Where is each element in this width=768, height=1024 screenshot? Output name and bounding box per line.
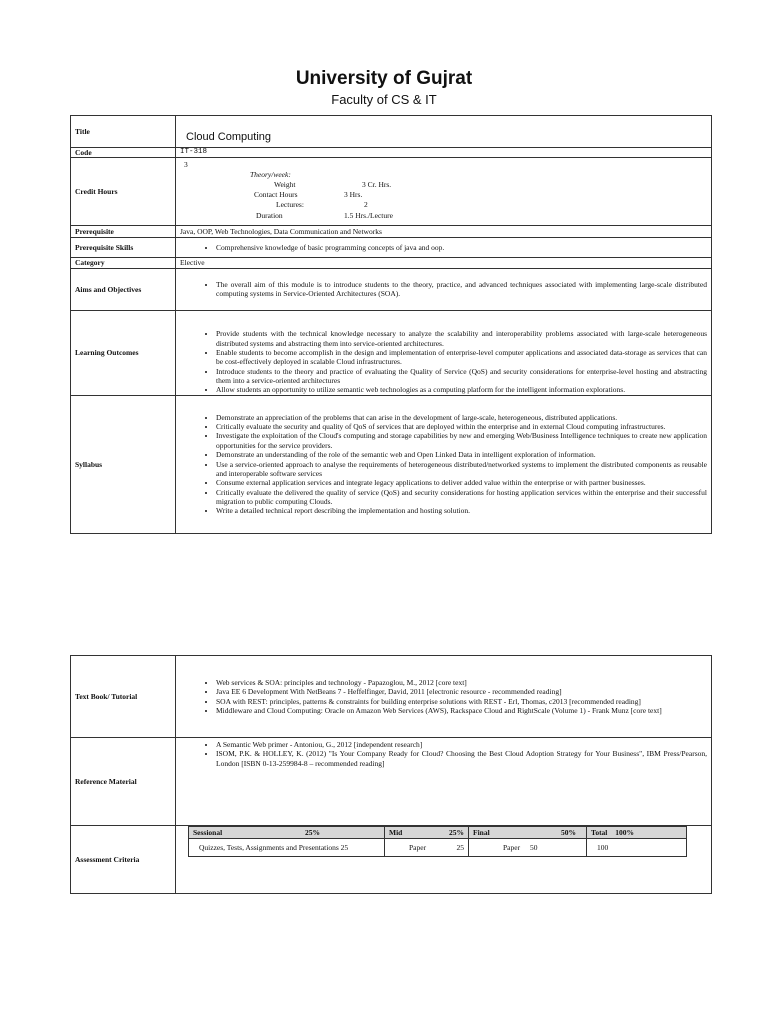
list-item: • Provide students with the technical knowledge necessary to analyze the scalability and interoperability problems associated with large-scale heterogeneous distributed systems and abstracting them into service-oriented architectures.: [216, 329, 707, 348]
course-info-table: [70, 115, 712, 534]
sessional-label: Sessional: [193, 828, 223, 837]
list-item: • Use a service-oriented approach to analyse the requirements of heterogeneous distributed/networked systems to implement the distributed components as reusable and interoperable software services: [216, 460, 707, 479]
reference-row: [71, 738, 712, 826]
list-item: • Middleware and Cloud Computing: Oracle on Amazon Web Services (AWS), Rackspace Cloud and RightScale (Volume 1) - Frank Munz [core text]: [216, 706, 707, 715]
lectures-label: Lectures:: [276, 199, 304, 209]
title-label: Title: [71, 116, 176, 148]
mid-marks: 25: [456, 843, 464, 853]
list-item: • Write a detailed technical report describing the implementation and hosting solution.: [216, 506, 707, 515]
assessment-table: [188, 826, 687, 857]
list-item: • Web services & SOA: principles and technology - Papazoglou, M., 2012 [core text]: [216, 678, 707, 687]
aims-list: [180, 280, 707, 299]
list-item: • SOA with REST: principles, patterns & constraints for building enterprise solutions with REST - Erl, Thomas, c2013 [recommended reading]: [216, 697, 707, 706]
list-item: • Consume external application services and integrate legacy applications to deliver added value within the enterprise or with partner businesses.: [216, 478, 707, 487]
prereq-skills-row: [71, 238, 712, 258]
prereq-skills-label: Prerequisite Skills: [71, 238, 176, 258]
reference-list: [180, 740, 707, 768]
credit-details: [176, 159, 711, 225]
list-item: • Demonstrate an understanding of the role of the semantic web and Open Linked Data in intelligent exploration of information.: [216, 450, 707, 459]
assessment-detail-row: [189, 839, 687, 857]
textbook-row: [71, 656, 712, 738]
aims-row: [71, 268, 712, 310]
category-label: Category: [71, 258, 176, 268]
course-code: IT-318: [176, 148, 712, 158]
list-item: • ISOM, P.K. & HOLLEY, K. (2012) "Is Your Company Ready for Cloud? Choosing the Best Cloud Adoption Strategy for Your Business", IBM Press/Pearson, London [ISBN 0-13-259984-8 – recommended reading]: [216, 749, 707, 768]
contact-hours-value: 3 Hrs.: [344, 189, 363, 199]
syllabus-row: [71, 395, 712, 533]
prerequisite-row: [71, 226, 712, 238]
textbook-label: Text Book/ Tutorial: [71, 656, 176, 738]
weight-value: 3 Cr. Hrs.: [362, 179, 392, 189]
sessional-marks: 25: [340, 843, 349, 853]
duration-value: 1.5 Hrs./Lecture: [344, 210, 393, 220]
final-marks: 50: [529, 843, 538, 853]
list-item: • Allow students an opportunity to utilize semantic web technologies as a computing platform for the intelligent information explorations.: [216, 385, 707, 394]
list-item: • Java EE 6 Development With NetBeans 7 - Heffelfinger, David, 2011 [electronic resource - recommended reading]: [216, 687, 707, 696]
list-item: • Enable students to become accomplish in the design and implementation of enterprise-level computer applications and associated data-storage as services that can be cost-effectively deployed in scalable Cloud infrastructures.: [216, 348, 707, 367]
list-item: • A Semantic Web primer - Antoniou, G., 2012 [independent research]: [216, 740, 707, 749]
weight-label: Weight: [274, 179, 296, 189]
list-item: • Comprehensive knowledge of basic programming concepts of java and oop.: [216, 243, 707, 252]
sessional-detail: Quizzes, Tests, Assignments and Presentations: [199, 843, 339, 853]
final-label: Final: [473, 828, 490, 837]
list-item: • Introduce students to the theory and practice of evaluating the Quality of Service (QoS) and security considerations for enterprise-level hosting and abstracting them into a service-oriented architectures: [216, 367, 707, 386]
outcomes-list: [180, 329, 707, 395]
title-row: [71, 116, 712, 148]
mid-detail: Paper: [409, 843, 427, 853]
final-detail: Paper: [503, 843, 521, 853]
contact-hours-label: Contact Hours: [254, 189, 298, 199]
mid-label: Mid: [389, 828, 403, 837]
prerequisite-value: Java, OOP, Web Technologies, Data Communication and Networks: [176, 226, 712, 238]
list-item: • The overall aim of this module is to introduce students to the theory, practice, and advanced techniques associated with implementing large-scale distributed computing systems in Service-Oriented Architectures (SOA).: [216, 280, 707, 299]
list-item: • Critically evaluate the security and quality of QoS of services that are deployed within the enterprise and in external Cloud computing infrastructures.: [216, 422, 707, 431]
mid-percent: 25%: [449, 828, 464, 837]
code-row: [71, 148, 712, 158]
list-item: • Investigate the exploitation of the Cloud's computing and storage capabilities by new and emerging Web/Business Intelligence techniques to create new application opportunities for the service providers.: [216, 431, 707, 450]
sessional-percent: 25%: [305, 828, 320, 837]
list-item: • Critically evaluate the delivered the quality of service (QoS) and security considerations for hosting application services within the enterprise and their successful migration to public computing Clouds.: [216, 488, 707, 507]
textbook-list: [180, 678, 707, 716]
university-title: University of Gujrat: [295, 68, 473, 89]
duration-label: Duration: [256, 210, 283, 220]
category-row: [71, 258, 712, 268]
outcomes-row: [71, 310, 712, 395]
assessment-row: [71, 826, 712, 894]
outcomes-label: Learning Outcomes: [71, 310, 176, 395]
lectures-value: 2: [364, 199, 368, 209]
category-value: Elective: [176, 258, 712, 268]
list-item: • Demonstrate an appreciation of the problems that can arise in the development of large-scale, heterogeneous, distributed applications.: [216, 413, 707, 422]
total-marks: 100: [597, 843, 609, 853]
syllabus-label: Syllabus: [71, 395, 176, 533]
course-title: Cloud Computing: [176, 116, 712, 148]
final-percent: 50%: [561, 828, 576, 837]
resources-table: [70, 655, 712, 894]
faculty-subtitle: Faculty of CS & IT: [331, 92, 437, 107]
reference-label: Reference Material: [71, 738, 176, 826]
total-percent: 100%: [615, 828, 635, 837]
assessment-header-row: [189, 827, 687, 839]
credit-value: 3: [184, 159, 188, 169]
theory-week-label: Theory/week:: [250, 169, 291, 179]
credit-label: Credit Hours: [71, 158, 176, 226]
assessment-label: Assessment Criteria: [71, 826, 176, 894]
credit-row: [71, 158, 712, 226]
syllabus-list: [180, 413, 707, 516]
prerequisite-label: Prerequisite: [71, 226, 176, 238]
code-label: Code: [71, 148, 176, 158]
prereq-skills-list: [180, 243, 707, 252]
aims-label: Aims and Objectives: [71, 268, 176, 310]
total-label: Total: [591, 828, 608, 837]
